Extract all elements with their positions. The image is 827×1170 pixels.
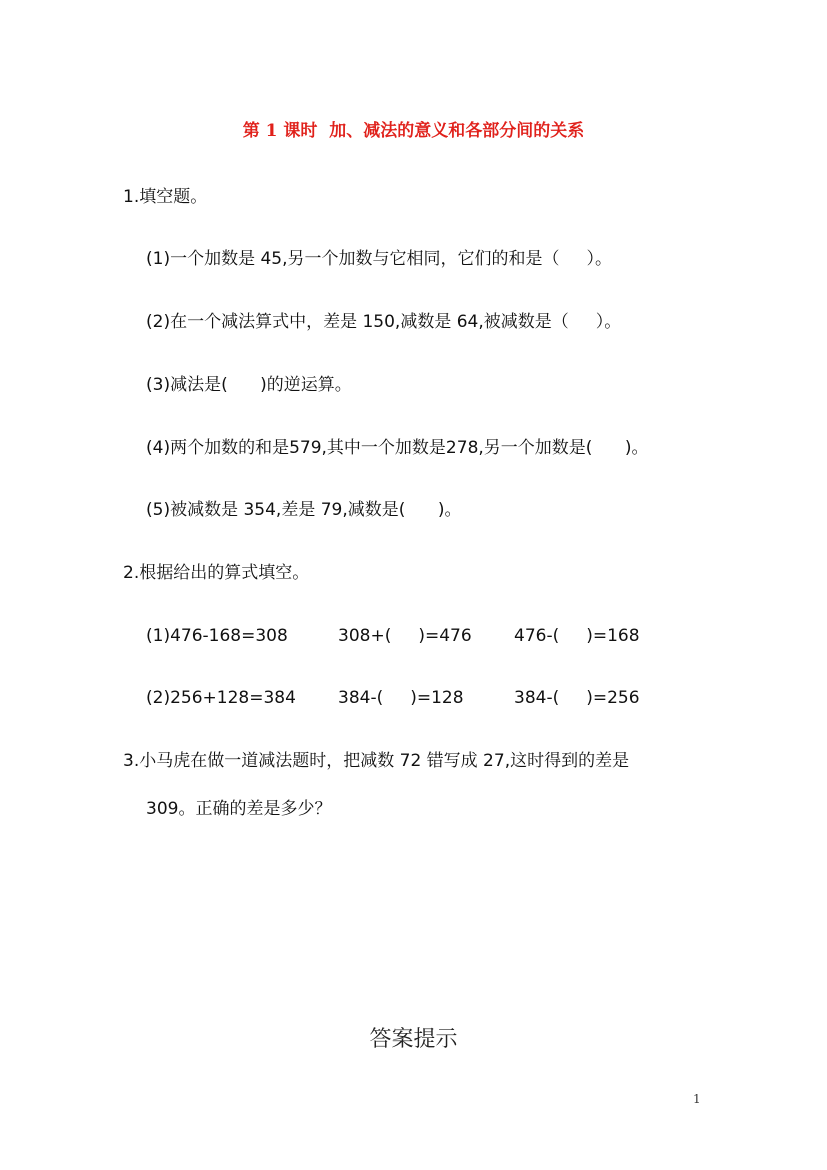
lesson-title: 第 1 课时 加、减法的意义和各部分间的关系 <box>242 121 585 141</box>
question-2-row-1-blank-b: 476-( )=168 <box>514 626 640 646</box>
question-1-item-2: (2)在一个减法算式中，差是 150,减数是 64,被减数是（ ）。 <box>146 312 622 332</box>
question-1-item-5: (5)被减数是 354,差是 79,减数是( )。 <box>146 500 462 520</box>
question-2-row-2-blank-a: 384-( )=128 <box>338 688 464 708</box>
answer-hints-heading: 答案提示 <box>369 1027 458 1052</box>
question-1-heading: 1.填空题。 <box>123 187 208 207</box>
question-2-row-1-blank-a: 308+( )=476 <box>338 626 472 646</box>
question-2-heading: 2.根据给出的算式填空。 <box>123 563 310 583</box>
question-3-line-2: 309。正确的差是多少？ <box>146 799 332 819</box>
question-1-item-1: (1)一个加数是 45,另一个加数与它相同，它们的和是（ ）。 <box>146 249 613 269</box>
question-2-row-1-given: (1)476-168=308 <box>146 626 288 646</box>
question-1-item-4: (4)两个加数的和是579,其中一个加数是278,另一个加数是( )。 <box>146 438 649 458</box>
question-1-item-3: (3)减法是( )的逆运算。 <box>146 375 352 395</box>
question-2-row-2-blank-b: 384-( )=256 <box>514 688 640 708</box>
question-2-row-2-given: (2)256+128=384 <box>146 688 296 708</box>
page-number: 1 <box>693 1092 701 1106</box>
question-3-line-1: 3.小马虎在做一道减法题时，把减数 72 错写成 27,这时得到的差是 <box>123 751 630 771</box>
